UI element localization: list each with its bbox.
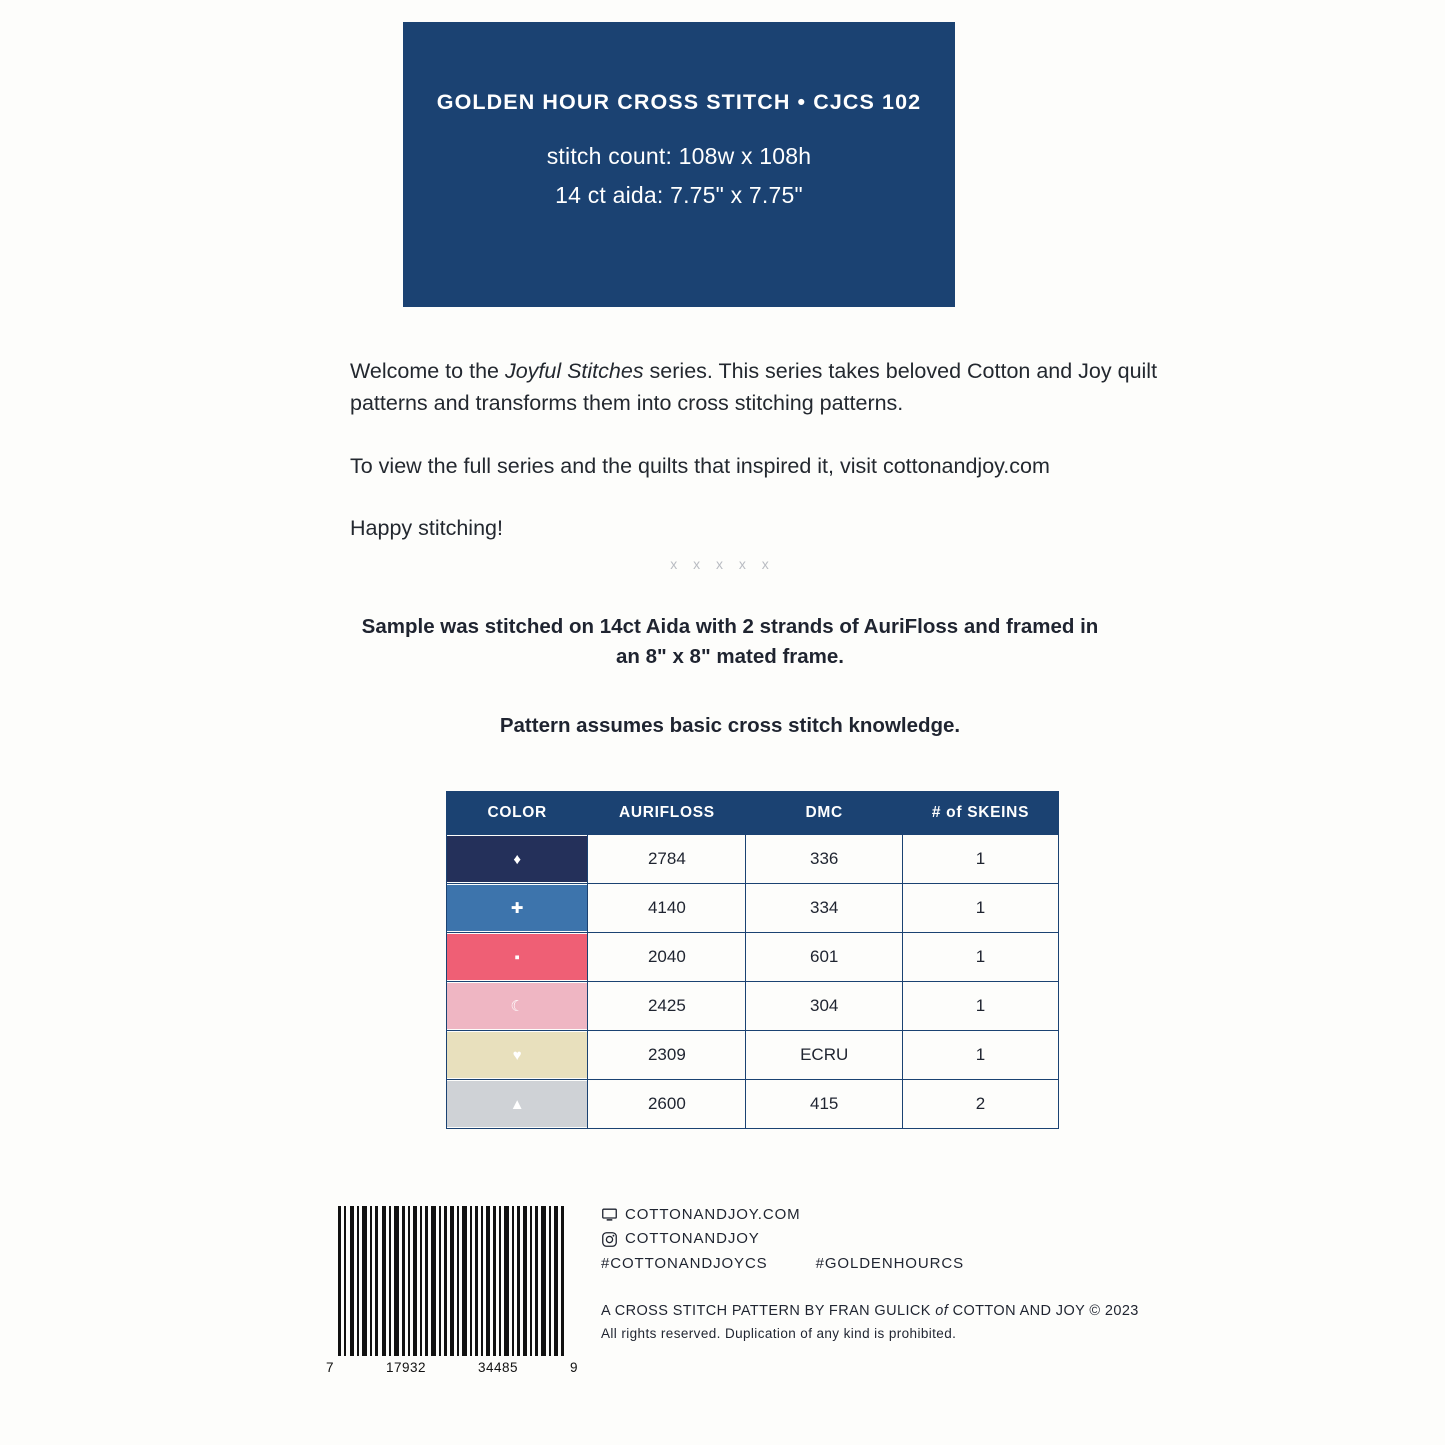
diamond-symbol: ♦ [447, 836, 587, 882]
knowledge-note: Pattern assumes basic cross stitch knowledge. [499, 714, 961, 738]
dmc-value: ECRU [746, 1031, 903, 1080]
credit-line [601, 1303, 1139, 1319]
dmc-value: 304 [746, 982, 903, 1031]
hashtag-row [601, 1252, 964, 1276]
aurifloss-value: 2784 [588, 835, 746, 884]
header-aurifloss: AURIFLOSS [588, 792, 746, 835]
dmc-value: 415 [746, 1080, 903, 1129]
dmc-value: 334 [746, 884, 903, 933]
table-row [447, 982, 1059, 1031]
hashtag-brand: #COTTONANDJOYCS [601, 1254, 768, 1272]
floss-table [446, 791, 1059, 1129]
table-row [447, 835, 1059, 884]
dmc-value: 336 [746, 835, 903, 884]
color-swatch-cell [447, 1031, 588, 1080]
header-color: COLOR [447, 792, 588, 835]
hashtag-pattern: #GOLDENHOURCS [815, 1254, 964, 1272]
header-block [403, 22, 955, 307]
skeins-value: 1 [902, 933, 1058, 982]
aurifloss-value: 2425 [588, 982, 746, 1031]
table-row [447, 884, 1059, 933]
color-swatch-cell [447, 884, 588, 933]
aurifloss-value: 2309 [588, 1031, 746, 1080]
footer-links [601, 1203, 964, 1276]
instagram-row[interactable] [601, 1227, 964, 1251]
skeins-value: 1 [902, 835, 1058, 884]
color-swatch-cell [447, 933, 588, 982]
page-title: GOLDEN HOUR CROSS STITCH • CJCS 102 [436, 90, 922, 114]
skeins-value: 1 [902, 982, 1058, 1031]
header-dmc: DMC [746, 792, 903, 835]
intro-p1-before: Welcome to the [350, 359, 505, 383]
floss-table-body [447, 835, 1059, 1129]
table-row [447, 1031, 1059, 1080]
website-row[interactable] [601, 1203, 964, 1227]
color-swatch-cell [447, 1080, 588, 1129]
barcode-digit-left: 7 [326, 1360, 335, 1375]
table-row [447, 933, 1059, 982]
aurifloss-value: 2600 [588, 1080, 746, 1129]
notes-block [350, 612, 1110, 741]
aurifloss-value: 4140 [588, 884, 746, 933]
intro-paragraph-1 [350, 356, 1180, 420]
website-label: COTTONANDJOY.COM [625, 1206, 801, 1223]
moon-symbol: ☾ [447, 983, 587, 1029]
skeins-value: 2 [902, 1080, 1058, 1129]
credit-after: COTTON AND JOY © 2023 [948, 1303, 1139, 1319]
sample-note: Sample was stitched on 14ct Aida with 2 strands of AuriFloss and framed in an 8" x 8" mated frame. [361, 615, 1099, 668]
square-symbol: ▪ [447, 934, 587, 980]
heart-symbol: ♥ [447, 1032, 587, 1078]
instagram-icon [601, 1231, 618, 1248]
stitch-count-text: stitch count: 108w x 108h [546, 143, 812, 169]
barcode [336, 1206, 568, 1356]
aida-size-text: 14 ct aida: 7.75" x 7.75" [555, 182, 803, 208]
barcode-svg [336, 1206, 568, 1356]
barcode-digit-right: 9 [569, 1360, 578, 1375]
header-skeins: # of SKEINS [902, 792, 1058, 835]
aurifloss-value: 2040 [588, 933, 746, 982]
barcode-digit-mid2: 34485 [477, 1360, 519, 1375]
monitor-icon [601, 1207, 618, 1224]
triangle-symbol: ▲ [447, 1081, 587, 1127]
intro-paragraph-3: Happy stitching! [350, 516, 503, 541]
instagram-label: COTTONANDJOY [625, 1230, 760, 1248]
table-header-row [447, 792, 1059, 835]
color-swatch-cell [447, 982, 588, 1031]
series-name: Joyful Stitches [504, 359, 644, 383]
credit-of: of [935, 1303, 949, 1319]
barcode-digits [326, 1360, 578, 1375]
skeins-value: 1 [902, 1031, 1058, 1080]
skeins-value: 1 [902, 884, 1058, 933]
credit-block [601, 1303, 1139, 1341]
intro-text [350, 356, 1180, 576]
barcode-digit-mid1: 17932 [385, 1360, 427, 1375]
cross-symbol: ✚ [447, 885, 587, 931]
color-swatch-cell [447, 835, 588, 884]
dmc-value: 601 [746, 933, 903, 982]
intro-p1-after: series. This series takes beloved Cotton and Joy quilt patterns and transforms them into cross stitching patterns. [350, 359, 1158, 415]
table-row [447, 1080, 1059, 1129]
rights-line: All rights reserved. Duplication of any kind is prohibited. [601, 1326, 957, 1341]
credit-before: A CROSS STITCH PATTERN BY FRAN GULICK [601, 1303, 936, 1319]
intro-paragraph-2: To view the full series and the quilts that inspired it, visit cottonandjoy.com [350, 453, 1050, 478]
x-divider: x x x x x [670, 556, 775, 572]
